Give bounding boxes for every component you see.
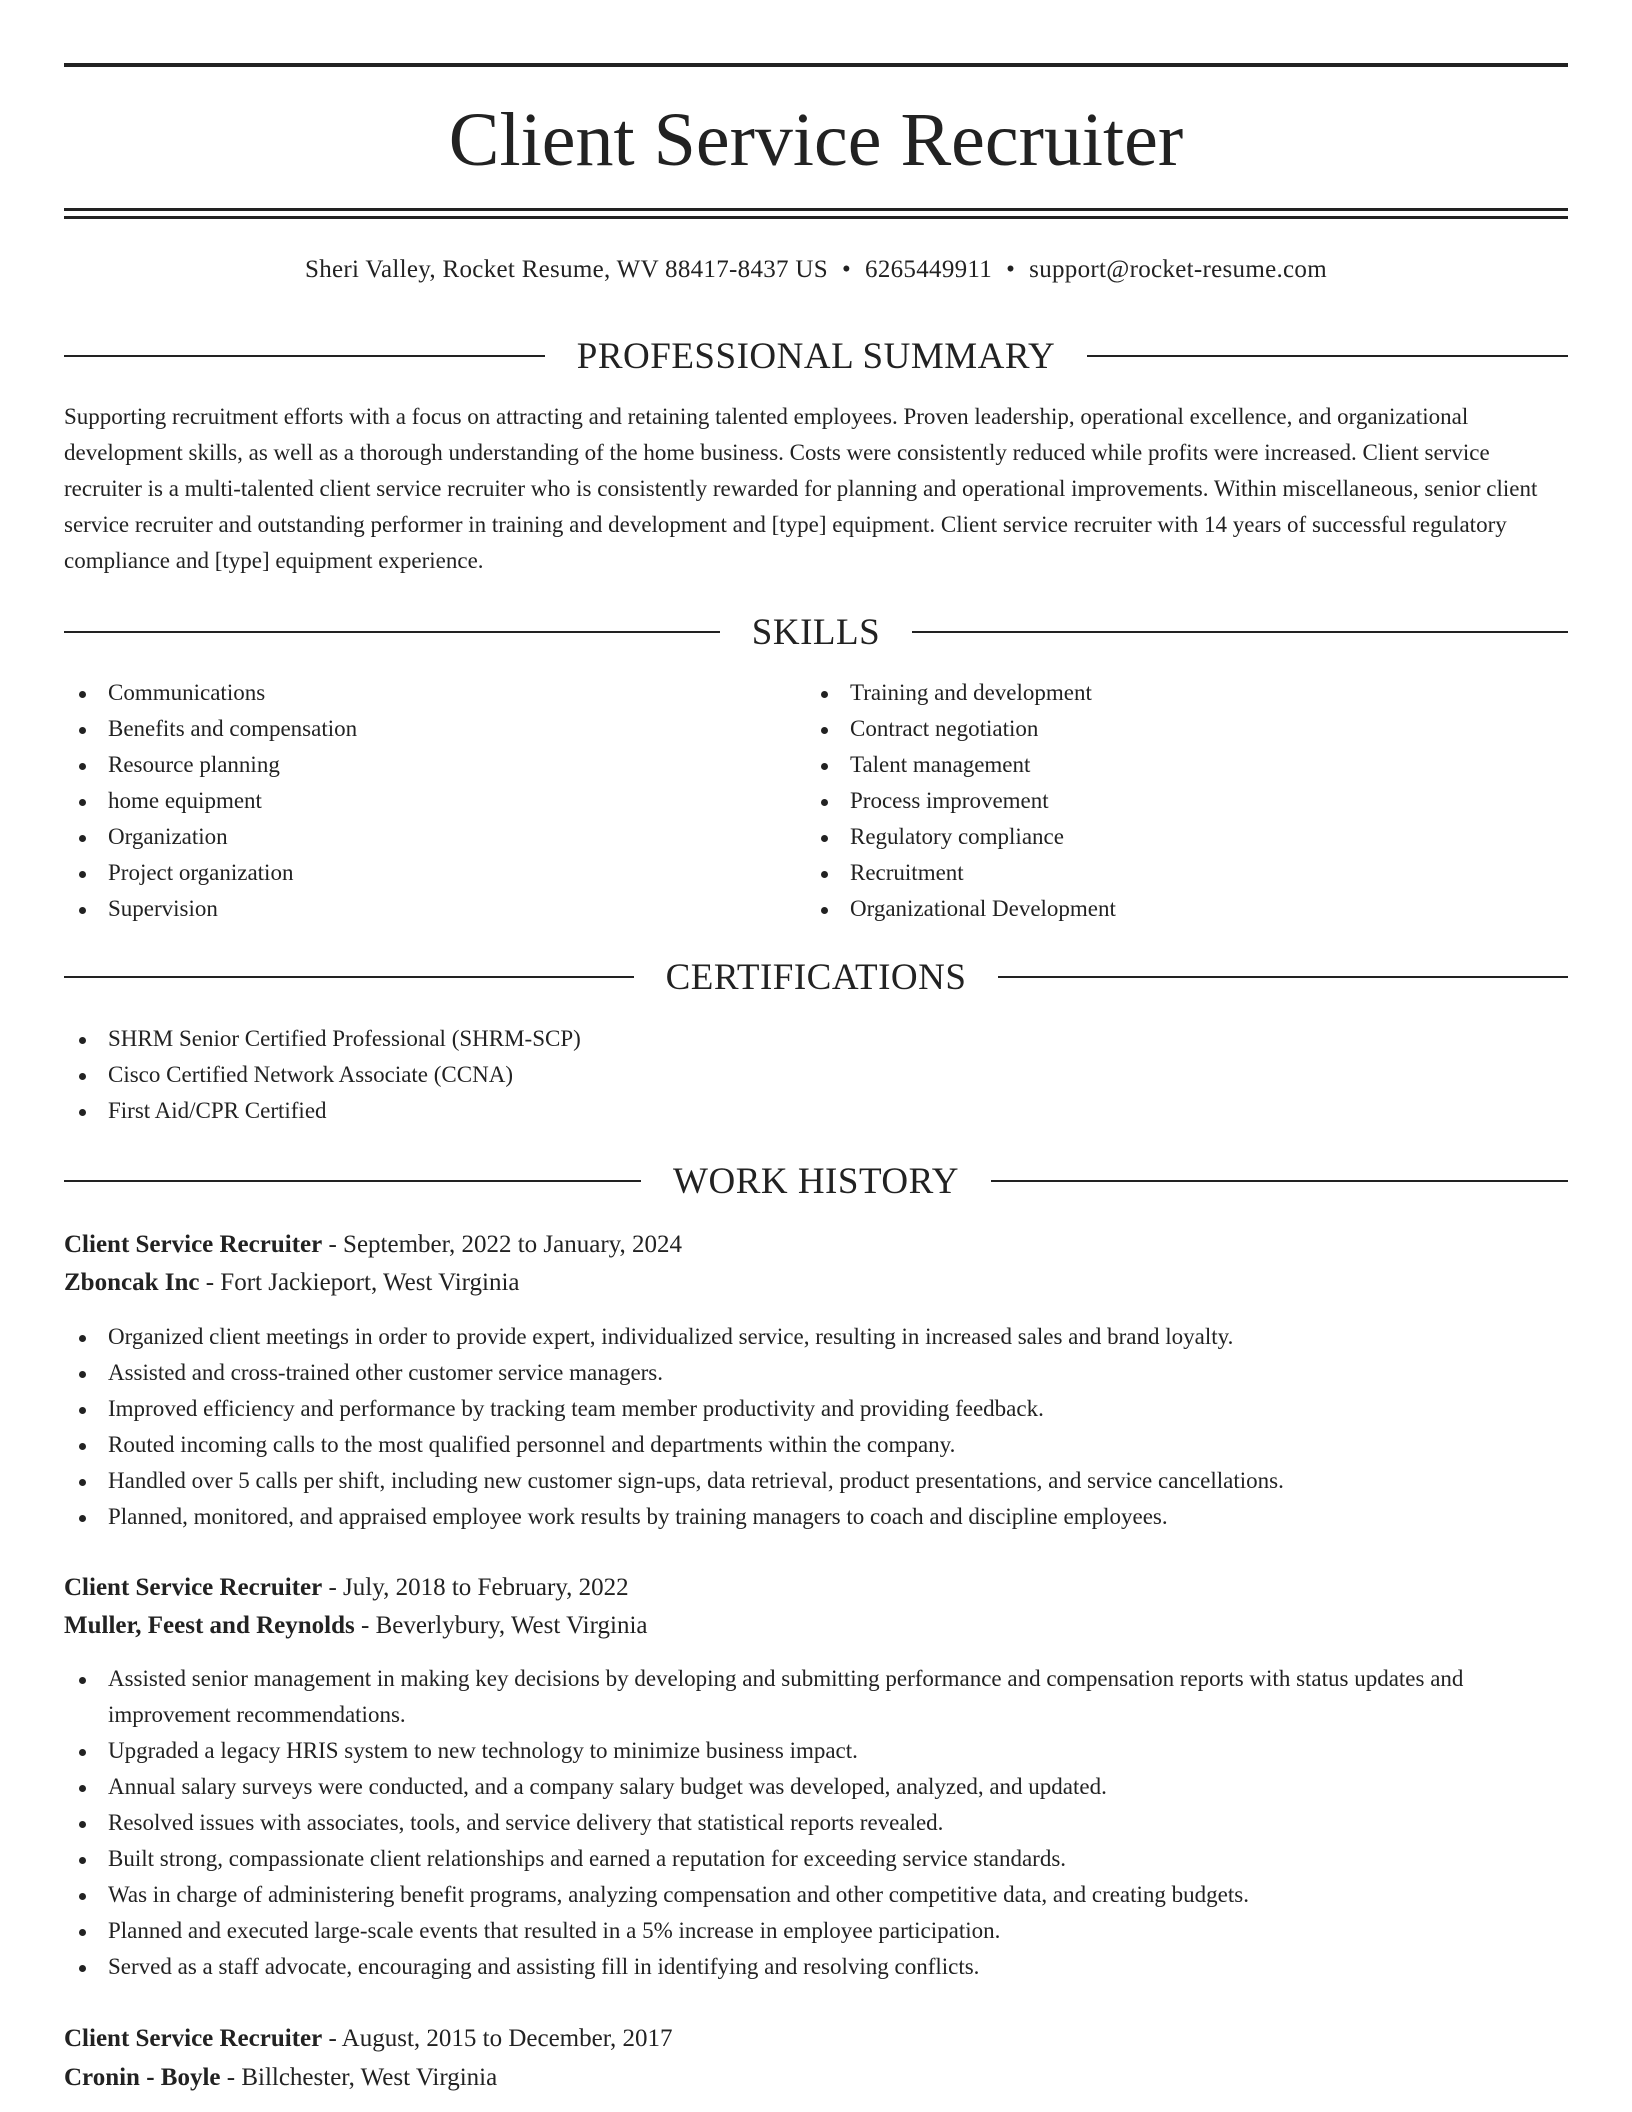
skill-item: Project organization — [64, 855, 744, 891]
job-dates: - August, 2015 to December, 2017 — [322, 2025, 673, 2052]
section-heading-work-history — [64, 1159, 1568, 1203]
section-title: CERTIFICATIONS — [665, 956, 967, 998]
skill-item: Organization — [64, 819, 744, 855]
certifications-list — [64, 1021, 1564, 1129]
job-bullet: Improved efficiency and performance by tracking team member productivity and providing feedback. — [64, 1391, 1568, 1427]
job-company-line — [64, 1264, 1568, 1302]
skill-item: Recruitment — [806, 855, 1566, 891]
skills-list-right — [806, 675, 1566, 927]
section-heading-skills — [64, 610, 1568, 654]
section-heading-certifications — [64, 955, 1568, 999]
skill-item: Training and development — [806, 675, 1566, 711]
skill-item: Contract negotiation — [806, 711, 1566, 747]
skill-item: Process improvement — [806, 783, 1566, 819]
job-bullet: Handled over 5 calls per shift, including new customer sign-ups, data retrieval, product presentations, and service cancellations. — [64, 1463, 1568, 1499]
certification-item: First Aid/CPR Certified — [64, 1093, 1564, 1129]
job-bullet: Built strong, compassionate client relationships and earned a reputation for exceeding service standards. — [64, 1841, 1568, 1877]
job-bullets — [64, 1661, 1568, 1985]
heading-rule-right — [912, 631, 1568, 633]
section-heading-summary — [64, 334, 1568, 378]
job-bullet: Planned and executed large-scale events that resulted in a 5% increase in employee participation. — [64, 1913, 1568, 1949]
job-company-line — [64, 2059, 1568, 2097]
summary-paragraph: Supporting recruitment efforts with a focus on attracting and retaining talented employees. Proven leadership, operational excellence, and organizational development skills, as well as a thorough understanding of the home business. Costs were consistently reduced while profits were increased. Client service recruiter is a multi-talented client service recruiter who is consistently rewarded for planning and operational improvements. Within miscellaneous, senior client service recruiter and outstanding performer in training and development and [type] equipment. Client service recruiter with 14 years of successful regulatory compliance and [type] equipment experience. — [64, 404, 1538, 573]
section-title: WORK HISTORY — [673, 1160, 959, 1202]
job-location: - Fort Jackieport, West Virginia — [199, 1269, 520, 1296]
contact-email[interactable]: support@rocket-resume.com — [1029, 256, 1327, 283]
job-bullet: Organized client meetings in order to provide expert, individualized service, resulting in increased sales and brand loyalty. — [64, 1319, 1568, 1355]
section-title: SKILLS — [751, 611, 881, 653]
resume-title: Client Service Recruiter — [448, 98, 1184, 182]
title-double-rule-lower — [64, 216, 1568, 219]
certification-item: Cisco Certified Network Associate (CCNA) — [64, 1057, 1564, 1093]
title-double-rule-upper — [64, 208, 1568, 211]
job-bullets — [64, 1319, 1568, 1535]
job-title-line — [64, 1226, 1568, 1264]
skill-item: home equipment — [64, 783, 744, 819]
job-title: Client Service Recruiter — [64, 2025, 323, 2052]
heading-rule-right — [991, 1180, 1568, 1182]
skills-list-left — [64, 675, 744, 927]
job-dates: - September, 2022 to January, 2024 — [322, 1231, 683, 1258]
top-rule — [64, 63, 1568, 67]
contact-phone[interactable]: 6265449911 — [865, 256, 993, 283]
job-company: Zboncak Inc — [64, 1269, 200, 1296]
job-title-line — [64, 1569, 1568, 1607]
job-company: Cronin - Boyle — [64, 2064, 221, 2091]
bullet-separator: • — [1006, 256, 1016, 283]
skill-item: Communications — [64, 675, 744, 711]
job-title-line — [64, 2020, 1568, 2058]
job-bullet: Routed incoming calls to the most qualified personnel and departments within the company. — [64, 1427, 1568, 1463]
contact-address: Sheri Valley, Rocket Resume, WV 88417-8437 US — [305, 256, 828, 283]
job-location: - Billchester, West Virginia — [220, 2064, 498, 2091]
heading-rule-right — [1087, 355, 1568, 357]
skill-item: Benefits and compensation — [64, 711, 744, 747]
job-bullet: Annual salary surveys were conducted, and a company salary budget was developed, analyzed, and updated. — [64, 1769, 1568, 1805]
skill-item: Organizational Development — [806, 891, 1566, 927]
skill-item: Regulatory compliance — [806, 819, 1566, 855]
job-title: Client Service Recruiter — [64, 1231, 323, 1258]
job-bullet: Assisted senior management in making key decisions by developing and submitting performance and compensation reports with status updates and improvement recommendations. — [64, 1661, 1568, 1733]
job-bullet: Resolved issues with associates, tools, and service delivery that statistical reports revealed. — [64, 1805, 1568, 1841]
job-bullet: Was in charge of administering benefit programs, analyzing compensation and other competitive data, and creating budgets. — [64, 1877, 1568, 1913]
skill-item: Resource planning — [64, 747, 744, 783]
heading-rule-right — [998, 976, 1568, 978]
contact-line — [64, 252, 1568, 288]
bullet-separator: • — [841, 256, 852, 283]
heading-rule-left — [64, 1180, 641, 1182]
job-title: Client Service Recruiter — [64, 1574, 323, 1601]
job-company: Muller, Feest and Reynolds — [64, 1612, 355, 1639]
heading-rule-left — [64, 631, 720, 633]
job-bullet: Assisted and cross-trained other customer service managers. — [64, 1355, 1568, 1391]
job-bullet: Served as a staff advocate, encouraging and assisting fill in identifying and resolving conflicts. — [64, 1949, 1568, 1985]
job-dates: - July, 2018 to February, 2022 — [322, 1574, 629, 1601]
certification-item: SHRM Senior Certified Professional (SHRM-SCP) — [64, 1021, 1564, 1057]
skill-item: Talent management — [806, 747, 1566, 783]
section-title: PROFESSIONAL SUMMARY — [576, 335, 1056, 377]
job-bullet: Upgraded a legacy HRIS system to new technology to minimize business impact. — [64, 1733, 1568, 1769]
job-location: - Beverlybury, West Virginia — [354, 1612, 648, 1639]
heading-rule-left — [64, 976, 634, 978]
skill-item: Supervision — [64, 891, 744, 927]
job-bullet: Planned, monitored, and appraised employee work results by training managers to coach and discipline employees. — [64, 1499, 1568, 1535]
job-company-line — [64, 1607, 1568, 1645]
heading-rule-left — [64, 355, 545, 357]
